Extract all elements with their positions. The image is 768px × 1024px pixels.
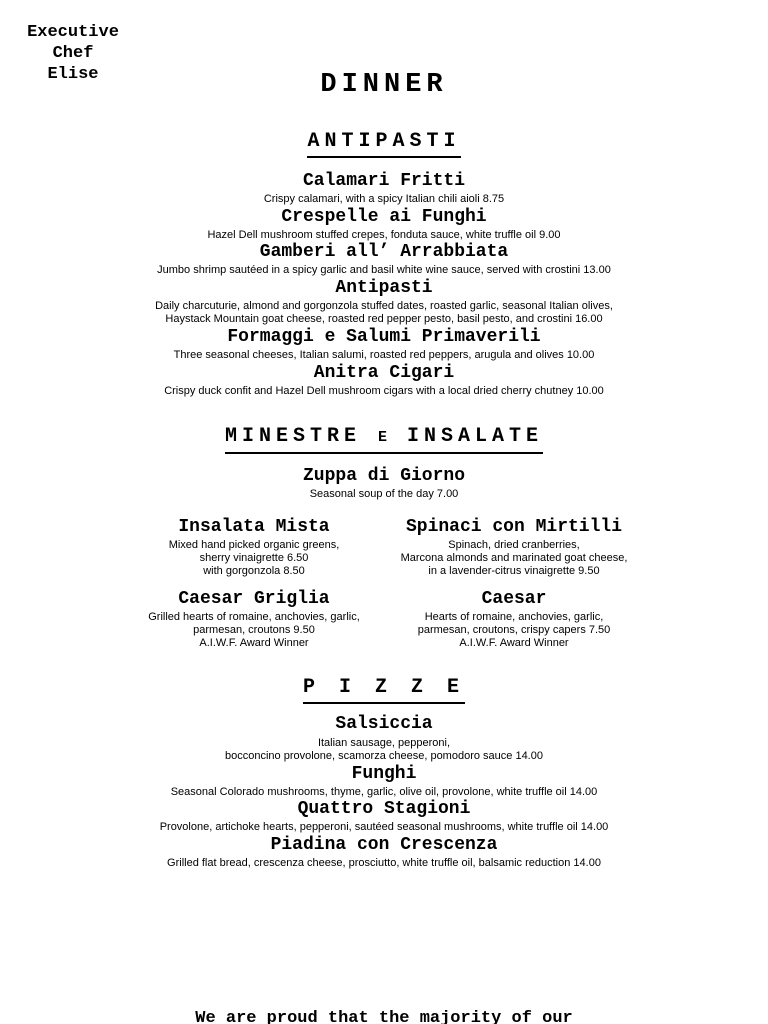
dish-description: in a lavender-citrus vinaigrette 9.50 bbox=[428, 565, 600, 577]
dish-name: Anitra Cigari bbox=[313, 363, 455, 383]
dish-name: Caesar Griglia bbox=[178, 589, 330, 609]
dish-name: Caesar bbox=[481, 589, 547, 609]
dish-description: Three seasonal cheeses, Italian salumi, roasted red peppers, arugula and olives 10.00 bbox=[173, 349, 595, 361]
dish-description: Crispy calamari, with a spicy Italian chili aioli 8.75 bbox=[263, 193, 505, 205]
dish-description: parmesan, croutons, crispy capers 7.50 bbox=[417, 624, 611, 636]
section-pizze-heading bbox=[0, 676, 768, 704]
dish-description: with gorgonzola 8.50 bbox=[203, 565, 305, 577]
dish-description: Spinach, dried cranberries, bbox=[448, 539, 580, 551]
chef-title-line2: Chef bbox=[52, 44, 94, 63]
section-insalate-word: INSALATE bbox=[407, 425, 544, 448]
dish-description: bocconcino provolone, scamorza cheese, pomodoro sauce 14.00 bbox=[225, 750, 543, 762]
dish-description: Hazel Dell mushroom stuffed crepes, fonduta sauce, white truffle oil 9.00 bbox=[207, 229, 561, 241]
dish-description: Seasonal Colorado mushrooms, thyme, garlic, olive oil, provolone, white truffle oil 14.00 bbox=[170, 786, 598, 798]
sourcing-statement: We are proud that the majority of our bbox=[195, 1009, 573, 1024]
dish-name: Piadina con Crescenza bbox=[270, 835, 498, 855]
section-antipasti-heading bbox=[0, 130, 768, 158]
dish-description: Hearts of romaine, anchovies, garlic, bbox=[424, 611, 604, 623]
dish-name: Calamari Fritti bbox=[302, 171, 466, 191]
dish-name: Zuppa di Giorno bbox=[302, 466, 466, 486]
dish-description: Provolone, artichoke hearts, pepperoni, sautéed seasonal mushrooms, white truffle oil 14.00 bbox=[159, 821, 609, 833]
section-minestre-heading bbox=[0, 425, 768, 454]
dish-name: Insalata Mista bbox=[178, 517, 330, 537]
section-antipasti-label: ANTIPASTI bbox=[307, 130, 460, 158]
dish-description: Italian sausage, pepperoni, bbox=[317, 737, 451, 749]
dish-description: Crispy duck confit and Hazel Dell mushroom cigars with a local dried cherry chutney 10.00 bbox=[164, 385, 604, 397]
dish-name: Quattro Stagioni bbox=[297, 799, 471, 819]
dish-name: Gamberi all’ Arrabbiata bbox=[259, 242, 509, 262]
section-minestre-label bbox=[225, 425, 543, 454]
dish-description: Mixed hand picked organic greens, bbox=[168, 539, 340, 551]
dish-name: Crespelle ai Funghi bbox=[281, 207, 487, 227]
chef-title-line1: Executive bbox=[27, 23, 119, 42]
dish-description: parmesan, croutons 9.50 bbox=[193, 624, 315, 636]
dish-name: Formaggi e Salumi Primaverili bbox=[227, 327, 541, 347]
award-note: A.I.W.F. Award Winner bbox=[459, 637, 569, 649]
dish-description: Daily charcuturie, almond and gorgonzola stuffed dates, roasted garlic, seasonal Italian olives, bbox=[155, 300, 613, 312]
dish-description: Jumbo shrimp sautéed in a spicy garlic and basil white wine sauce, served with crostini 13.00 bbox=[157, 264, 611, 276]
dish-name: Spinaci con Mirtilli bbox=[405, 517, 623, 537]
dish-name: Salsiccia bbox=[335, 714, 433, 734]
dish-name: Funghi bbox=[351, 764, 417, 784]
section-pizze-label: P I Z Z E bbox=[303, 676, 465, 704]
award-note: A.I.W.F. Award Winner bbox=[199, 637, 309, 649]
dish-description: Grilled hearts of romaine, anchovies, garlic, bbox=[148, 611, 360, 623]
section-minestre-conjunction: E bbox=[377, 429, 390, 446]
dish-description: sherry vinaigrette 6.50 bbox=[199, 552, 309, 564]
dish-description: Marcona almonds and marinated goat cheese, bbox=[400, 552, 628, 564]
dish-description: Grilled flat bread, crescenza cheese, prosciutto, white truffle oil, balsamic reduction 14.00 bbox=[167, 857, 601, 869]
dish-description: Seasonal soup of the day 7.00 bbox=[309, 488, 459, 500]
dish-name: Antipasti bbox=[335, 278, 433, 298]
menu-title: DINNER bbox=[320, 70, 448, 100]
dish-description: Haystack Mountain goat cheese, roasted red pepper pesto, basil pesto, and crostini 16.00 bbox=[165, 313, 603, 325]
chef-name: Elise bbox=[47, 65, 99, 80]
section-minestre-word: MINESTRE bbox=[224, 425, 361, 448]
